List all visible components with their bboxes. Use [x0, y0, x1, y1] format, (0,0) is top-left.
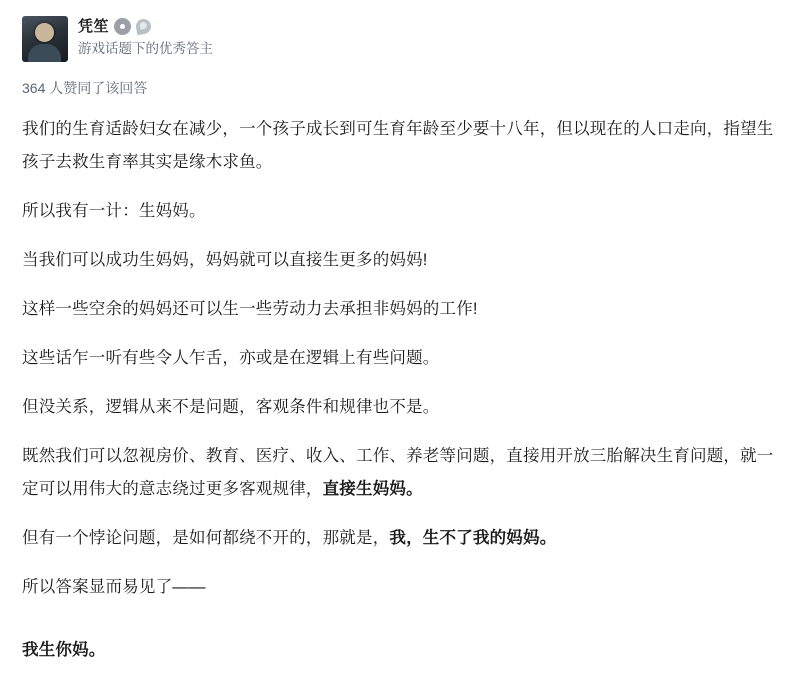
emphasis-text: 直接生妈妈。 [322, 479, 423, 498]
plain-text: 当我们可以成功生妈妈，妈妈就可以直接生更多的妈妈! [22, 250, 428, 269]
emphasis-text: 我，生不了我的妈妈。 [389, 528, 557, 547]
author-name-line [78, 19, 213, 34]
plain-text: 所以答案显而易见了—— [22, 577, 206, 596]
plain-text: 既然我们可以忽视房价、教育、医疗、收入、工作、养老等问题，直接用开放三胎解决生育问题，就一定可以用伟大的意志绕过更多客观规律， [22, 446, 774, 498]
plain-text: 所以我有一计：生妈妈。 [22, 201, 206, 220]
answer-paragraph [22, 571, 778, 604]
answer-paragraph [22, 293, 778, 326]
answer-paragraph [22, 195, 778, 228]
plain-text: 我们的生育适龄妇女在减少，一个孩子成长到可生育年龄至少要十八年，但以现在的人口走向，指望生孩子去救生育率其实是缘木求鱼。 [22, 119, 774, 171]
answer-paragraph-final [22, 634, 778, 667]
plain-text: 但没关系，逻辑从来不是问题，客观条件和规律也不是。 [22, 397, 440, 416]
answer-paragraph [22, 391, 778, 424]
plain-text: 这样一些空余的妈妈还可以生一些劳动力去承担非妈妈的工作! [22, 299, 478, 318]
author-header [22, 14, 778, 62]
leaf-badge-icon[interactable] [135, 18, 152, 35]
gear-badge-icon[interactable] [115, 19, 130, 34]
plain-text: 这些话乍一听有些令人乍舌，亦或是在逻辑上有些问题。 [22, 348, 440, 367]
answer-content [22, 113, 778, 667]
author-description: 游戏话题下的优秀答主 [78, 41, 213, 56]
author-name[interactable]: 凭笙 [78, 18, 110, 35]
emphasis-text: 我生你妈。 [22, 640, 106, 659]
answer-paragraph [22, 113, 778, 179]
vote-count-label: 364 人赞同了该回答 [22, 80, 148, 96]
answer-paragraph [22, 522, 778, 555]
answer-paragraph [22, 244, 778, 277]
answer-paragraph [22, 342, 778, 375]
author-meta [78, 16, 213, 57]
answer-paragraph [22, 440, 778, 506]
avatar[interactable] [22, 16, 68, 62]
plain-text: 但有一个悖论问题，是如何都绕不开的，那就是， [22, 528, 390, 547]
